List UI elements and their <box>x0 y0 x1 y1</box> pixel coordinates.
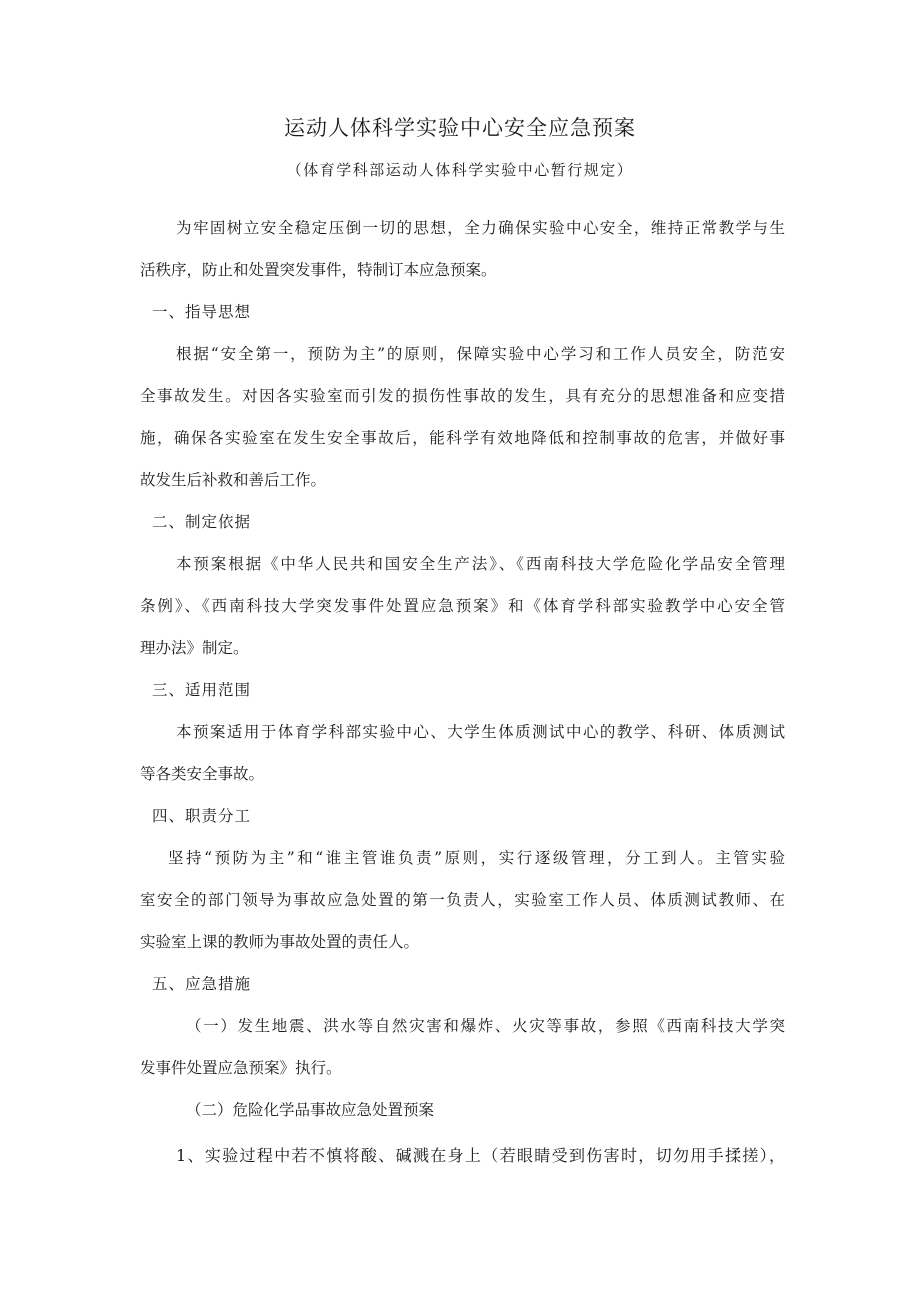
section5-subheading-chemical: （二）危险化学品事故应急处置预案 <box>186 1101 435 1119</box>
section2-line-3: 理办法》制定。 <box>140 639 249 657</box>
section4-line-3: 实验室上课的教师为事故处置的责任人。 <box>140 933 420 951</box>
section-heading-basis: 二、制定依据 <box>152 513 252 531</box>
section4-line-2: 室安全的部门领导为事故应急处置的第一负责人，实验室工作人员、体质测试教师、在 <box>140 891 785 909</box>
section5-paragraph1-line-2: 发事件处置应急预案》执行。 <box>140 1059 342 1077</box>
section-heading-responsibilities: 四、职责分工 <box>152 807 252 825</box>
section5-paragraph1-line-1: （一）发生地震、洪水等自然灾害和爆炸、火灾等事故，参照《西南科技大学突 <box>186 1017 785 1035</box>
section1-line-1: 根据“安全第一，预防为主”的原则，保障实验中心学习和工作人员安全，防范安 <box>176 345 785 363</box>
section1-line-2: 全事故发生。对因各实验室而引发的损伤性事故的发生，具有充分的思想准备和应变措 <box>140 387 785 405</box>
intro-line-1: 为牢固树立安全稳定压倒一切的思想，全力确保实验中心安全，维持正常教学与生 <box>176 219 785 237</box>
section3-line-1: 本预案适用于体育学科部实验中心、大学生体质测试中心的教学、科研、体质测试 <box>176 723 785 741</box>
section-heading-scope: 三、适用范围 <box>152 681 252 699</box>
section-heading-guiding-ideology: 一、指导思想 <box>152 303 252 321</box>
section-heading-emergency-measures: 五、应急措施 <box>152 975 252 993</box>
section2-line-1: 本预案根据《中华人民共和国安全生产法》、《西南科技大学危险化学品安全管理 <box>176 555 785 573</box>
section1-line-4: 故发生后补救和善后工作。 <box>140 471 327 489</box>
intro-line-2: 活秩序，防止和处置突发事件，特制订本应急预案。 <box>140 261 497 279</box>
section3-line-2: 等各类安全事故。 <box>140 765 265 783</box>
document-title: 运动人体科学实验中心安全应急预案 <box>284 116 636 140</box>
section2-line-2: 条例》、《西南科技大学突发事件处置应急预案》和《体育学科部实验教学中心安全管 <box>140 597 785 615</box>
section5-item1-line-1: 1、实验过程中若不慎将酸、碱溅在身上（若眼睛受到伤害时，切勿用手揉搓）， <box>176 1146 785 1165</box>
document-subtitle: （体育学科部运动人体科学实验中心暂行规定） <box>286 161 634 179</box>
section1-line-3: 施，确保各实验室在发生安全事故后，能科学有效地降低和控制事故的危害，并做好事 <box>140 429 785 447</box>
section4-line-1: 坚持“预防为主”和“谁主管谁负责”原则，实行逐级管理，分工到人。主管实验 <box>168 849 785 867</box>
